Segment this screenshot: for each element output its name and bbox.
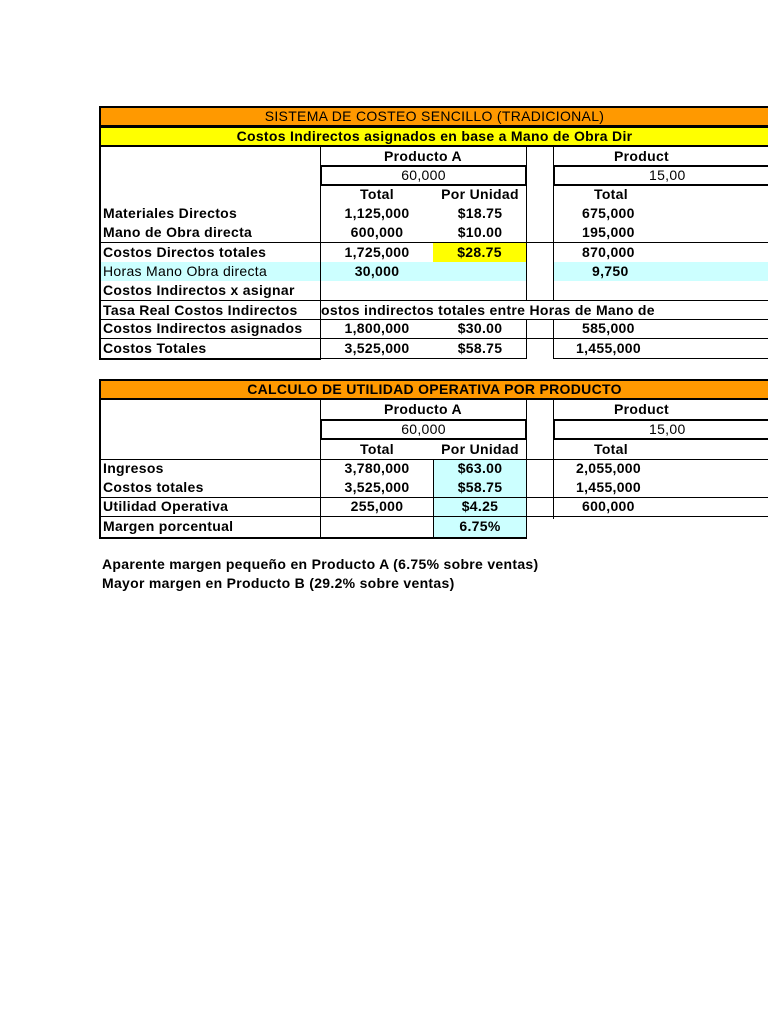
row-a-unit: $10.00 [457,224,503,240]
row-b-total: 870,000 [582,244,635,260]
row-b-total: 1,455,000 [576,479,641,495]
product-a-units: 60,000 [320,165,527,186]
product-a-bottom-border [320,358,527,359]
row-label: Ingresos [103,460,164,476]
product-b-name: Product [614,148,669,164]
row-a-unit: $4.25 [461,498,499,514]
row-a-total: 255,000 [350,498,404,514]
row-b-total: 2,055,000 [576,460,641,476]
product-a-name: Producto A [384,401,462,417]
label-column-border [99,146,101,359]
section1-bottom-border [99,358,321,360]
row-label: Tasa Real Costos Indirectos [103,302,298,318]
row-b-total: 1,455,000 [576,340,641,356]
highlight-direct-unit-cost: $28.75 [433,243,526,262]
section1-title [99,106,768,127]
row-label: Costos Indirectos x asignar [103,282,295,298]
row-label: Costos Indirectos asignados [103,320,303,336]
product-b-name: Product [614,401,669,417]
row-a-unit: $63.00 [457,460,503,476]
row-b-total: 195,000 [582,224,635,240]
product-b-units: 15,00 [553,419,768,440]
note-line: Aparente margen pequeño en Producto A (6.75% sobre ventas) [102,556,539,572]
product-b-bottom-border [553,358,768,359]
row-a-total: 3,525,000 [344,479,410,495]
product-a-units: 60,000 [320,419,527,440]
row-a-unit: $30.00 [457,320,503,336]
section1-title-text: SISTEMA DE COSTEO SENCILLO (TRADICIONAL) [264,108,605,124]
row-label: Mano de Obra directa [103,224,253,240]
rate-note: ostos indirectos totales entre Horas de Mano de [321,301,768,320]
row-a-total: 1,725,000 [344,244,410,260]
product-a-per-unit-header: Por Unidad [441,441,519,457]
product-a-total-header: Total [360,186,394,202]
row-a-unit: $58.75 [457,340,503,356]
row-label: Costos Totales [103,340,207,356]
row-label: Horas Mano Obra directa [103,263,268,279]
section2-title [99,379,768,400]
row-label: Costos totales [103,479,204,495]
row-b-total: 585,000 [582,320,635,336]
section2-bottom-border [99,537,527,539]
row-label: Costos Directos totales [103,244,267,260]
row-label: Utilidad Operativa [103,498,229,514]
row-b-total: 675,000 [582,205,635,221]
row-a-unit: $58.75 [457,479,503,495]
row-b-total: 600,000 [582,498,635,514]
product-b-units: 15,00 [553,165,768,186]
row-a-total: 3,525,000 [344,340,410,356]
row-b-total: 9,750 [592,263,629,279]
row-a-total: 3,780,000 [344,460,410,476]
product-b-total-header: Total [594,186,628,202]
label-column-border [99,399,101,539]
product-a-total-header: Total [360,441,394,457]
product-b-total-header: Total [594,441,628,457]
product-a-name: Producto A [384,148,462,164]
section2-title-text: CALCULO DE UTILIDAD OPERATIVA POR PRODUCTO [247,381,622,397]
row-label: Margen porcentual [103,518,234,534]
note-line: Mayor margen en Producto B (29.2% sobre ventas) [102,575,455,591]
product-a-per-unit-header: Por Unidad [441,186,519,202]
row-a-unit: $18.75 [457,205,503,221]
row-a-total: 600,000 [350,224,404,240]
section1-subtitle [99,126,768,147]
section1-subtitle-text: Costos Indirectos asignados en base a Mano de Obra Dir [236,128,633,144]
row-label: Materiales Directos [103,205,238,221]
row-a-total: 30,000 [354,263,400,279]
row-a-unit: 6.75% [459,518,501,534]
cyan-b-bg [554,262,768,281]
row-a-total: 1,800,000 [344,320,410,336]
row-a-total: 1,125,000 [344,205,410,221]
